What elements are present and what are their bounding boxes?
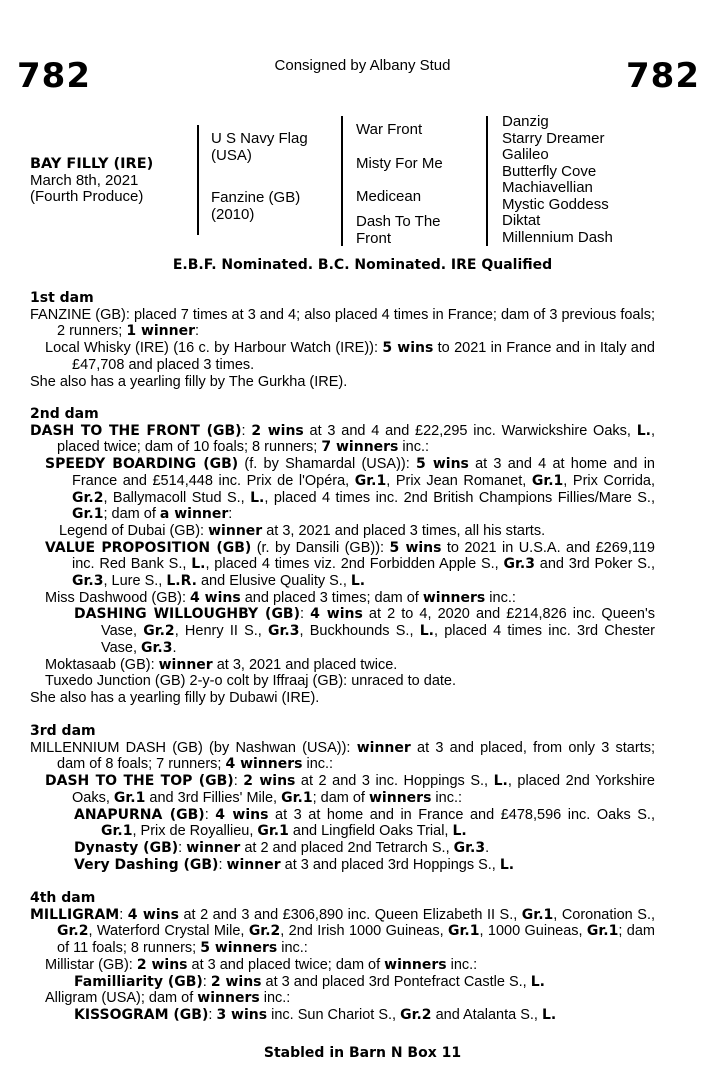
fourth-dam-section [30, 890, 655, 1024]
gen4-item: Diktat [502, 212, 541, 229]
progeny-entry: Local Whisky (IRE) (16 c. by Harbour Watch (IRE)): 5 wins to 2021 in France and in Italy and £47,708 and placed 3 times. [45, 340, 655, 373]
progeny-entry: ANAPURNA (GB): 4 wins at 3 at home and in France and £478,596 inc. Oaks S., Gr.1, Prix de Royallieu, Gr.1 and Lingfield Oaks Trial, L. [74, 806, 655, 840]
progeny-entry: Alligram (USA); dam of winners inc.: [45, 990, 291, 1007]
progeny-entry: DASHING WILLOUGHBY (GB): 4 wins at 2 to 4, 2020 and £214,826 inc. Queen's Vase, Gr.2, Henry II S., Gr.3, Buckhounds S., L., placed 4 times inc. 3rd Chester Vase, Gr.3. [74, 606, 655, 656]
second-dam-text: DASH TO THE FRONT (GB): 2 wins at 3 and 4 and £22,295 inc. Warwickshire Oaks, L., placed twice; dam of 10 foals; 8 runners; 7 winners inc.: [30, 422, 655, 456]
nominations: E.B.F. Nominated. B.C. Nominated. IRE Qualified [172, 257, 553, 273]
gen4-item: Starry Dreamer [502, 129, 605, 147]
pedigree-gen4 [502, 114, 613, 246]
first-dam-section [30, 290, 655, 390]
pedigree-bracket-2 [341, 116, 343, 246]
consignor: Consigned by Albany Stud [274, 57, 451, 74]
fourth-dam-heading: 4th dam [30, 890, 96, 906]
horse-info [30, 156, 153, 206]
third-dam-text: MILLENNIUM DASH (GB) (by Nashwan (USA)): winner at 3 and placed, from only 3 starts; dam of 8 foals; 7 runners; 4 winners inc.: [30, 739, 655, 773]
gen4-item: Butterfly Cove [502, 162, 597, 180]
progeny-entry: SPEEDY BOARDING (GB) (f. by Shamardal (USA)): 5 wins at 3 and 4 at home and in France and £514,448 inc. Prix de l'Opéra, Gr.1, Prix Jean Romanet, Gr.1, Prix Corrida, Gr.2, Ballymacoll Stud S., L., placed 4 times inc. 2nd British Champions Fillies/Mare S., Gr.1; dam of a winner: [45, 456, 656, 523]
progeny-entry: Familliarity (GB): 2 wins at 3 and placed 3rd Pontefract Castle S., L. [74, 973, 545, 990]
progeny-entry: DASH TO THE TOP (GB): 2 wins at 2 and 3 inc. Hoppings S., L., placed 2nd Yorkshire Oaks, Gr.1 and 3rd Fillies' Mile, Gr.1; dam of winners inc.: [45, 773, 655, 806]
horse-foaled: March 8th, 2021 [30, 171, 139, 189]
pedigree-sire-sire: War Front [356, 121, 423, 138]
second-dam-heading: 2nd dam [30, 406, 99, 422]
third-dam-section [30, 723, 655, 873]
second-dam-yearling: She also has a yearling filly by Dubawi (IRE). [30, 689, 320, 706]
fourth-dam-text: MILLIGRAM: 4 wins at 2 and 3 and £306,890 inc. Queen Elizabeth II S., Gr.1, Coronation S., Gr.2, Waterford Crystal Mile, Gr.2, 2nd Irish 1000 Guineas, Gr.1, 1000 Guineas, Gr.1; dam of 11 foals; 8 runners; 5 winners inc.: [30, 906, 655, 957]
first-dam-yearling: She also has a yearling filly by The Gurkha (IRE). [30, 373, 348, 390]
pedigree-dam-sire: Medicean [356, 188, 422, 205]
horse-produce: (Fourth Produce) [30, 188, 144, 205]
pedigree-bracket-3 [486, 116, 488, 246]
gen4-item: Galileo [502, 146, 549, 163]
horse-name: BAY FILLY (IRE) [30, 156, 154, 172]
progeny-entry: Very Dashing (GB): winner at 3 and placed 3rd Hoppings S., L. [74, 856, 515, 873]
gen4-item: Millennium Dash [502, 228, 613, 246]
progeny-entry: VALUE PROPOSITION (GB) (r. by Dansili (GB)): 5 wins to 2021 in U.S.A. and £269,119 inc. Red Bank S., L., placed 4 times viz. 2nd Forbidden Apple S., Gr.3 and 3rd Poker S., Gr.3, Lure S., L.R. and Elusive Quality S., L. [45, 539, 655, 590]
pedigree-sire: U S Navy Flag (USA) [211, 130, 308, 164]
pedigree-dam: Fanzine (GB) (2010) [211, 189, 301, 223]
pedigree-dam-dam: Dash To The Front [356, 213, 441, 247]
pedigree-bracket-1 [197, 125, 199, 235]
first-dam-text: FANZINE (GB): placed 7 times at 3 and 4; also placed 4 times in France; dam of 3 previous foals; 2 runners; 1 winner: [30, 306, 655, 340]
first-dam-heading: 1st dam [30, 290, 94, 306]
lot-number-left: 782 [17, 56, 91, 96]
progeny-entry: Legend of Dubai (GB): winner at 3, 2021 and placed 3 times, all his starts. [59, 522, 546, 539]
lot-number-right: 782 [626, 56, 700, 96]
progeny-entry: Dynasty (GB): winner at 2 and placed 2nd Tetrarch S., Gr.3. [74, 839, 490, 856]
gen4-item: Mystic Goddess [502, 195, 609, 213]
pedigree-sire-dam: Misty For Me [356, 155, 443, 172]
progeny-entry: Millistar (GB): 2 wins at 3 and placed twice; dam of winners inc.: [45, 956, 478, 973]
progeny-entry: Tuxedo Junction (GB) 2-y-o colt by Iffraaj (GB): unraced to date. [45, 673, 457, 690]
stabling-info: Stabled in Barn N Box 11 [263, 1045, 462, 1061]
third-dam-heading: 3rd dam [30, 723, 96, 739]
progeny-entry: Moktasaab (GB): winner at 3, 2021 and placed twice. [45, 656, 398, 673]
progeny-entry: KISSOGRAM (GB): 3 wins inc. Sun Chariot S., Gr.2 and Atalanta S., L. [74, 1006, 557, 1023]
gen4-item: Machiavellian [502, 179, 593, 196]
second-dam-section [30, 406, 655, 707]
gen4-item: Danzig [502, 113, 549, 130]
progeny-entry: Miss Dashwood (GB): 4 wins and placed 3 times; dam of winners inc.: [45, 589, 516, 606]
